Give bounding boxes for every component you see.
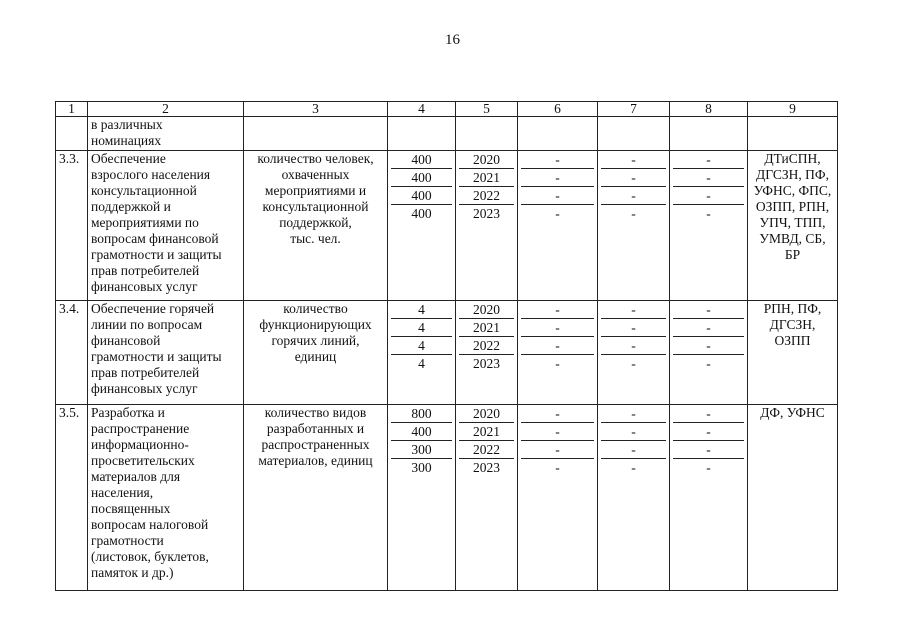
col8-entry: - [673,337,744,355]
col6-cell [518,117,598,151]
activity-name-cell: Разработка и распространение информационно- просветительских материалов для населения, посвященных вопросам налоговой грамотности (листовок, буклетов, памяток и др.) [88,405,244,591]
item-number-cell: 3.5. [56,405,88,591]
value-entry: 400 [391,187,452,205]
col7-entry: - [601,187,666,205]
col6-entry: - [555,206,560,221]
header-cell: 6 [518,102,598,117]
year-cell [456,405,518,591]
value-entry: 400 [391,151,452,169]
year-cell [456,117,518,151]
col7-entry: - [601,169,666,187]
indicator-cell: количество функционирующих горячих линий, единиц [244,301,388,405]
year-entry: 2023 [473,206,500,221]
col8-entry: - [673,423,744,441]
col6-entry: - [521,337,594,355]
responsible-cell: РПН, ПФ, ДГСЗН, ОЗПП [748,301,838,405]
col6-entry: - [521,441,594,459]
col8-cell [670,117,748,151]
col6-entry: - [521,301,594,319]
value-entry: 4 [391,319,452,337]
col6-entry: - [555,460,560,475]
item-number-cell: 3.4. [56,301,88,405]
col8-entry: - [673,301,744,319]
header-cell: 8 [670,102,748,117]
col7-cell [598,301,670,405]
col6-entry: - [521,151,594,169]
year-entry: 2021 [459,319,514,337]
year-cell [456,301,518,405]
col8-cell [670,151,748,301]
col8-entry: - [673,319,744,337]
col6-entry: - [521,405,594,423]
item-number-cell: 3.3. [56,151,88,301]
year-entry: 2022 [459,337,514,355]
col7-cell [598,151,670,301]
col8-entry: - [673,151,744,169]
col8-entry: - [706,206,711,221]
header-cell: 5 [456,102,518,117]
responsible-cell: ДФ, УФНС [748,405,838,591]
table-body [56,102,838,591]
col7-entry: - [601,441,666,459]
header-cell: 2 [88,102,244,117]
year-entry: 2021 [459,169,514,187]
col7-entry: - [601,151,666,169]
col8-cell [670,405,748,591]
col6-entry: - [521,423,594,441]
col7-entry: - [631,460,636,475]
col6-entry: - [521,187,594,205]
value-entry: 300 [391,441,452,459]
value-entry: 400 [391,423,452,441]
activities-table [55,101,838,591]
continuation-row [56,117,838,151]
col6-cell [518,301,598,405]
table-row [56,405,838,591]
col7-cell [598,117,670,151]
name-cell: в различных номинациях [88,117,244,151]
value-entry: 800 [391,405,452,423]
value-entry: 400 [411,206,432,221]
value-cell [388,151,456,301]
value-entry: 4 [391,301,452,319]
col6-cell [518,405,598,591]
year-entry: 2020 [459,405,514,423]
col8-entry: - [673,405,744,423]
table-row [56,151,838,301]
value-entry: 4 [391,337,452,355]
header-cell: 9 [748,102,838,117]
col7-entry: - [601,319,666,337]
col8-entry: - [673,169,744,187]
col6-entry: - [521,169,594,187]
col6-entry: - [555,356,560,371]
indicator-cell: количество видов разработанных и распространенных материалов, единиц [244,405,388,591]
header-cell: 3 [244,102,388,117]
year-entry: 2022 [459,441,514,459]
year-entry: 2022 [459,187,514,205]
value-cell [388,117,456,151]
year-entry: 2020 [459,151,514,169]
col7-entry: - [631,356,636,371]
col7-entry: - [601,423,666,441]
header-row [56,102,838,117]
value-entry: 300 [411,460,432,475]
header-cell: 7 [598,102,670,117]
col8-entry: - [706,460,711,475]
responsible-cell: ДТиСПН, ДГСЗН, ПФ, УФНС, ФПС, ОЗПП, РПН, УПЧ, ТПП, УМВД, СБ, БР [748,151,838,301]
table-row [56,301,838,405]
col8-cell [670,301,748,405]
col6-cell [518,151,598,301]
responsible-cell [748,117,838,151]
year-entry: 2023 [473,356,500,371]
value-entry: 4 [418,356,425,371]
col7-entry: - [601,337,666,355]
activity-name-cell: Обеспечение горячей линии по вопросам финансовой грамотности и защиты прав потребителей финансовых услуг [88,301,244,405]
year-entry: 2021 [459,423,514,441]
value-cell [388,405,456,591]
activity-name-cell: Обеспечение взрослого населения консультационной поддержкой и мероприятиями по вопросам финансовой грамотности и защиты прав потребителей финансовых услуг [88,151,244,301]
col6-entry: - [521,319,594,337]
header-cell: 4 [388,102,456,117]
col8-entry: - [706,356,711,371]
value-entry: 400 [391,169,452,187]
value-cell [388,301,456,405]
col8-entry: - [673,187,744,205]
col8-entry: - [673,441,744,459]
col7-entry: - [631,206,636,221]
year-cell [456,151,518,301]
num-cell [56,117,88,151]
header-cell: 1 [56,102,88,117]
year-entry: 2020 [459,301,514,319]
indicator-cell: количество человек, охваченных мероприятиями и консультационной поддержкой, тыс. чел. [244,151,388,301]
col7-entry: - [601,301,666,319]
col7-cell [598,405,670,591]
col7-entry: - [601,405,666,423]
year-entry: 2023 [473,460,500,475]
indicator-cell [244,117,388,151]
page-number: 16 [445,32,460,48]
